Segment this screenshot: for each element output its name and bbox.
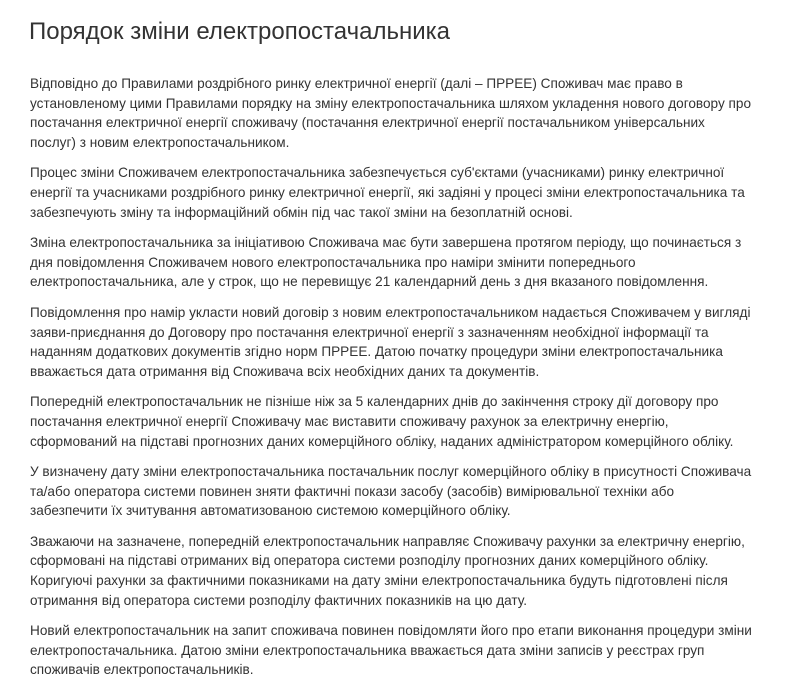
paragraph-line: Новий електропостачальник на запит споживача повинен повідомляти його про етапи виконання процедури зміни <box>30 623 752 639</box>
paragraph-line: електропостачальника, але у строк, що не перевищує 21 календарний день з дня вказаного повідомлення. <box>30 274 709 290</box>
paragraph-line: споживачів електропостачальників. <box>30 662 254 678</box>
paragraph-line: вважається дата отримання від Споживача всіх необхідних даних та документів. <box>30 363 540 379</box>
paragraph-line: Відповідно до Правилами роздрібного ринку електричної енергії (далі – ПРРЕЕ) Споживач має право в <box>30 76 683 91</box>
paragraph-line: наданням додаткових документів згідно норм ПРРЕЕ. Датою початку процедури зміни електропостачальника <box>30 344 723 360</box>
paragraph-deadline <box>30 233 800 292</box>
paragraph-line: отримання від оператора системи розподілу фактичних показників на цю дату. <box>30 592 527 608</box>
paragraph-line: У визначену дату зміни електропостачальника постачальник послуг комерційного обліку в присутності Споживача <box>30 464 752 480</box>
paragraph-line: Повідомлення про намір укласти новий договір з новим електропостачальником надається Споживачем у вигляді <box>30 304 751 320</box>
paragraph-line: Процес зміни Споживачем електропостачальника забезпечується суб'єктами (учасниками) ринку електричної <box>30 165 725 181</box>
paragraph-line: установленому цими Правилами порядку на зміну електропостачальника шляхом укладення нового договору про <box>30 95 752 111</box>
paragraph-line: енергії та учасниками роздрібного ринку електричної енергії, які задіяні у процесі зміни електропостачальника та <box>30 184 745 200</box>
paragraph-line: заяви-приєднання до Договору про постачання електричної енергії з зазначенням необхідної інформації та <box>30 324 709 340</box>
paragraph-correcting-invoices <box>30 532 800 610</box>
paragraph-meter-readings <box>30 462 800 521</box>
paragraph-line: послуг) з новим електропостачальником. <box>30 134 290 150</box>
paragraph-line: постачання електричної енергії споживачу (постачання електричної енергії постачальником універсальних <box>30 115 705 131</box>
paragraph-line: електропостачальника. Датою зміни електропостачальника вважається дата зміни записів у реєстрах груп <box>30 642 705 658</box>
paragraph-line: Попередній електропостачальник не пізніше ніж за 5 календарних днів до закінчення строку дії договору про <box>30 394 719 410</box>
page-title: Порядок зміни електропостачальника <box>29 18 450 45</box>
paragraph-free-process <box>30 163 800 222</box>
paragraph-line: Коригуючі рахунки за фактичними показниками на дату зміни електропостачальника будуть підготовлені після <box>30 573 728 589</box>
paragraph-previous-invoice <box>30 392 800 451</box>
article-body <box>30 74 800 691</box>
paragraph-line: та/або оператора системи повинен зняти фактичні покази засобу (засобів) вимірювальної техніки або <box>30 483 675 499</box>
paragraph-new-supplier-info <box>30 621 800 680</box>
paragraph-line: Зважаючи на зазначене, попередній електропостачальник направляє Споживачу рахунки за електричну енергію, <box>30 533 745 549</box>
paragraph-line: забезпечують зміну та інформаційний обмін під час такої зміни на безоплатній основі. <box>30 204 573 220</box>
paragraph-line: дня повідомлення Споживачем нового електропостачальника про наміри змінити попереднього <box>30 254 636 270</box>
paragraph-line: Зміна електропостачальника за ініціативою Споживача має бути завершена протягом періоду, що починається з <box>30 235 742 251</box>
paragraph-notification <box>30 303 800 381</box>
paragraph-line: забезпечити їх зчитування автоматизованою системою комерційного обліку. <box>30 503 511 519</box>
paragraph-line: постачання електричної енергії Споживачу має виставити споживачу рахунок за електричну енергію, <box>30 413 669 429</box>
paragraph-right-to-change <box>30 74 800 152</box>
paragraph-line: сформований на підставі прогнозних даних комерційного обліку, наданих адміністратором комерційного обліку. <box>30 433 734 449</box>
paragraph-line: сформовані на підставі отриманих від оператора системи розподілу прогнозних даних комерційного обліку. <box>30 553 709 569</box>
